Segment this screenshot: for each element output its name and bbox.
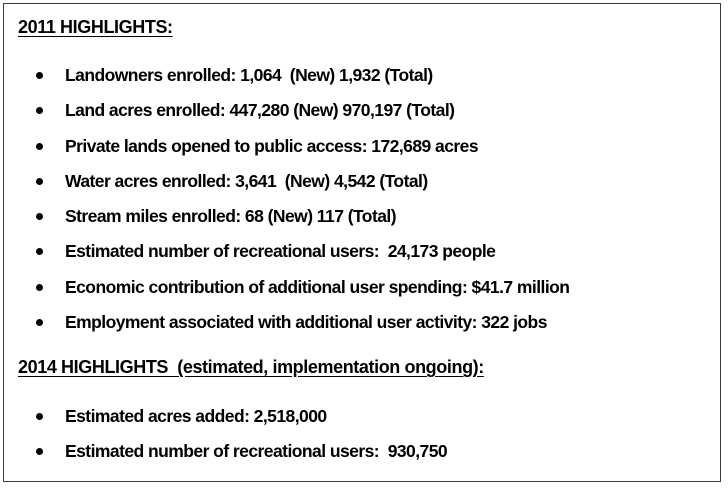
bullet-icon: [36, 72, 43, 79]
list-item: [4, 438, 722, 473]
list-item: [4, 97, 722, 132]
list-item-text: Stream miles enrolled: 68 (New) 117 (Total): [65, 206, 396, 227]
list-item-text: Economic contribution of additional user spending: $41.7 million: [65, 276, 570, 297]
bullet-icon: [36, 213, 43, 220]
highlights-list-2011: [4, 62, 722, 344]
bullet-icon: [36, 413, 43, 420]
section-heading-2011: 2011 HIGHLIGHTS:: [18, 17, 173, 37]
bullet-icon: [36, 107, 43, 114]
bullet-icon: [36, 448, 43, 455]
bullet-icon: [36, 178, 43, 185]
list-item-text: Estimated acres added: 2,518,000: [65, 406, 327, 426]
list-item: [4, 62, 722, 97]
list-item: [4, 238, 722, 273]
list-item-text: Private lands opened to public access: 172,689 acres: [65, 135, 479, 156]
bullet-icon: [36, 284, 43, 291]
list-item-text: Landowners enrolled: 1,064 (New) 1,932 (Total): [65, 65, 433, 85]
list-item: [4, 309, 722, 344]
section-heading-2014: 2014 HIGHLIGHTS (estimated, implementation ongoing):: [18, 357, 484, 377]
list-item: [4, 274, 722, 309]
list-item: [4, 403, 722, 438]
highlights-box: [3, 3, 721, 482]
list-item-text: Land acres enrolled: 447,280 (New) 970,197 (Total): [65, 100, 455, 121]
list-item: [4, 133, 722, 168]
list-item: [4, 203, 722, 238]
bullet-icon: [36, 319, 43, 326]
bullet-icon: [36, 143, 43, 150]
list-item: [4, 168, 722, 203]
list-item-text: Water acres enrolled: 3,641 (New) 4,542 (Total): [65, 170, 428, 191]
list-item-text: Employment associated with additional user activity: 322 jobs: [65, 312, 547, 333]
highlights-list-2014: [4, 403, 722, 474]
bullet-icon: [36, 248, 43, 255]
list-item-text: Estimated number of recreational users: 24,173 people: [65, 241, 496, 262]
list-item-text: Estimated number of recreational users: 930,750: [65, 441, 448, 462]
